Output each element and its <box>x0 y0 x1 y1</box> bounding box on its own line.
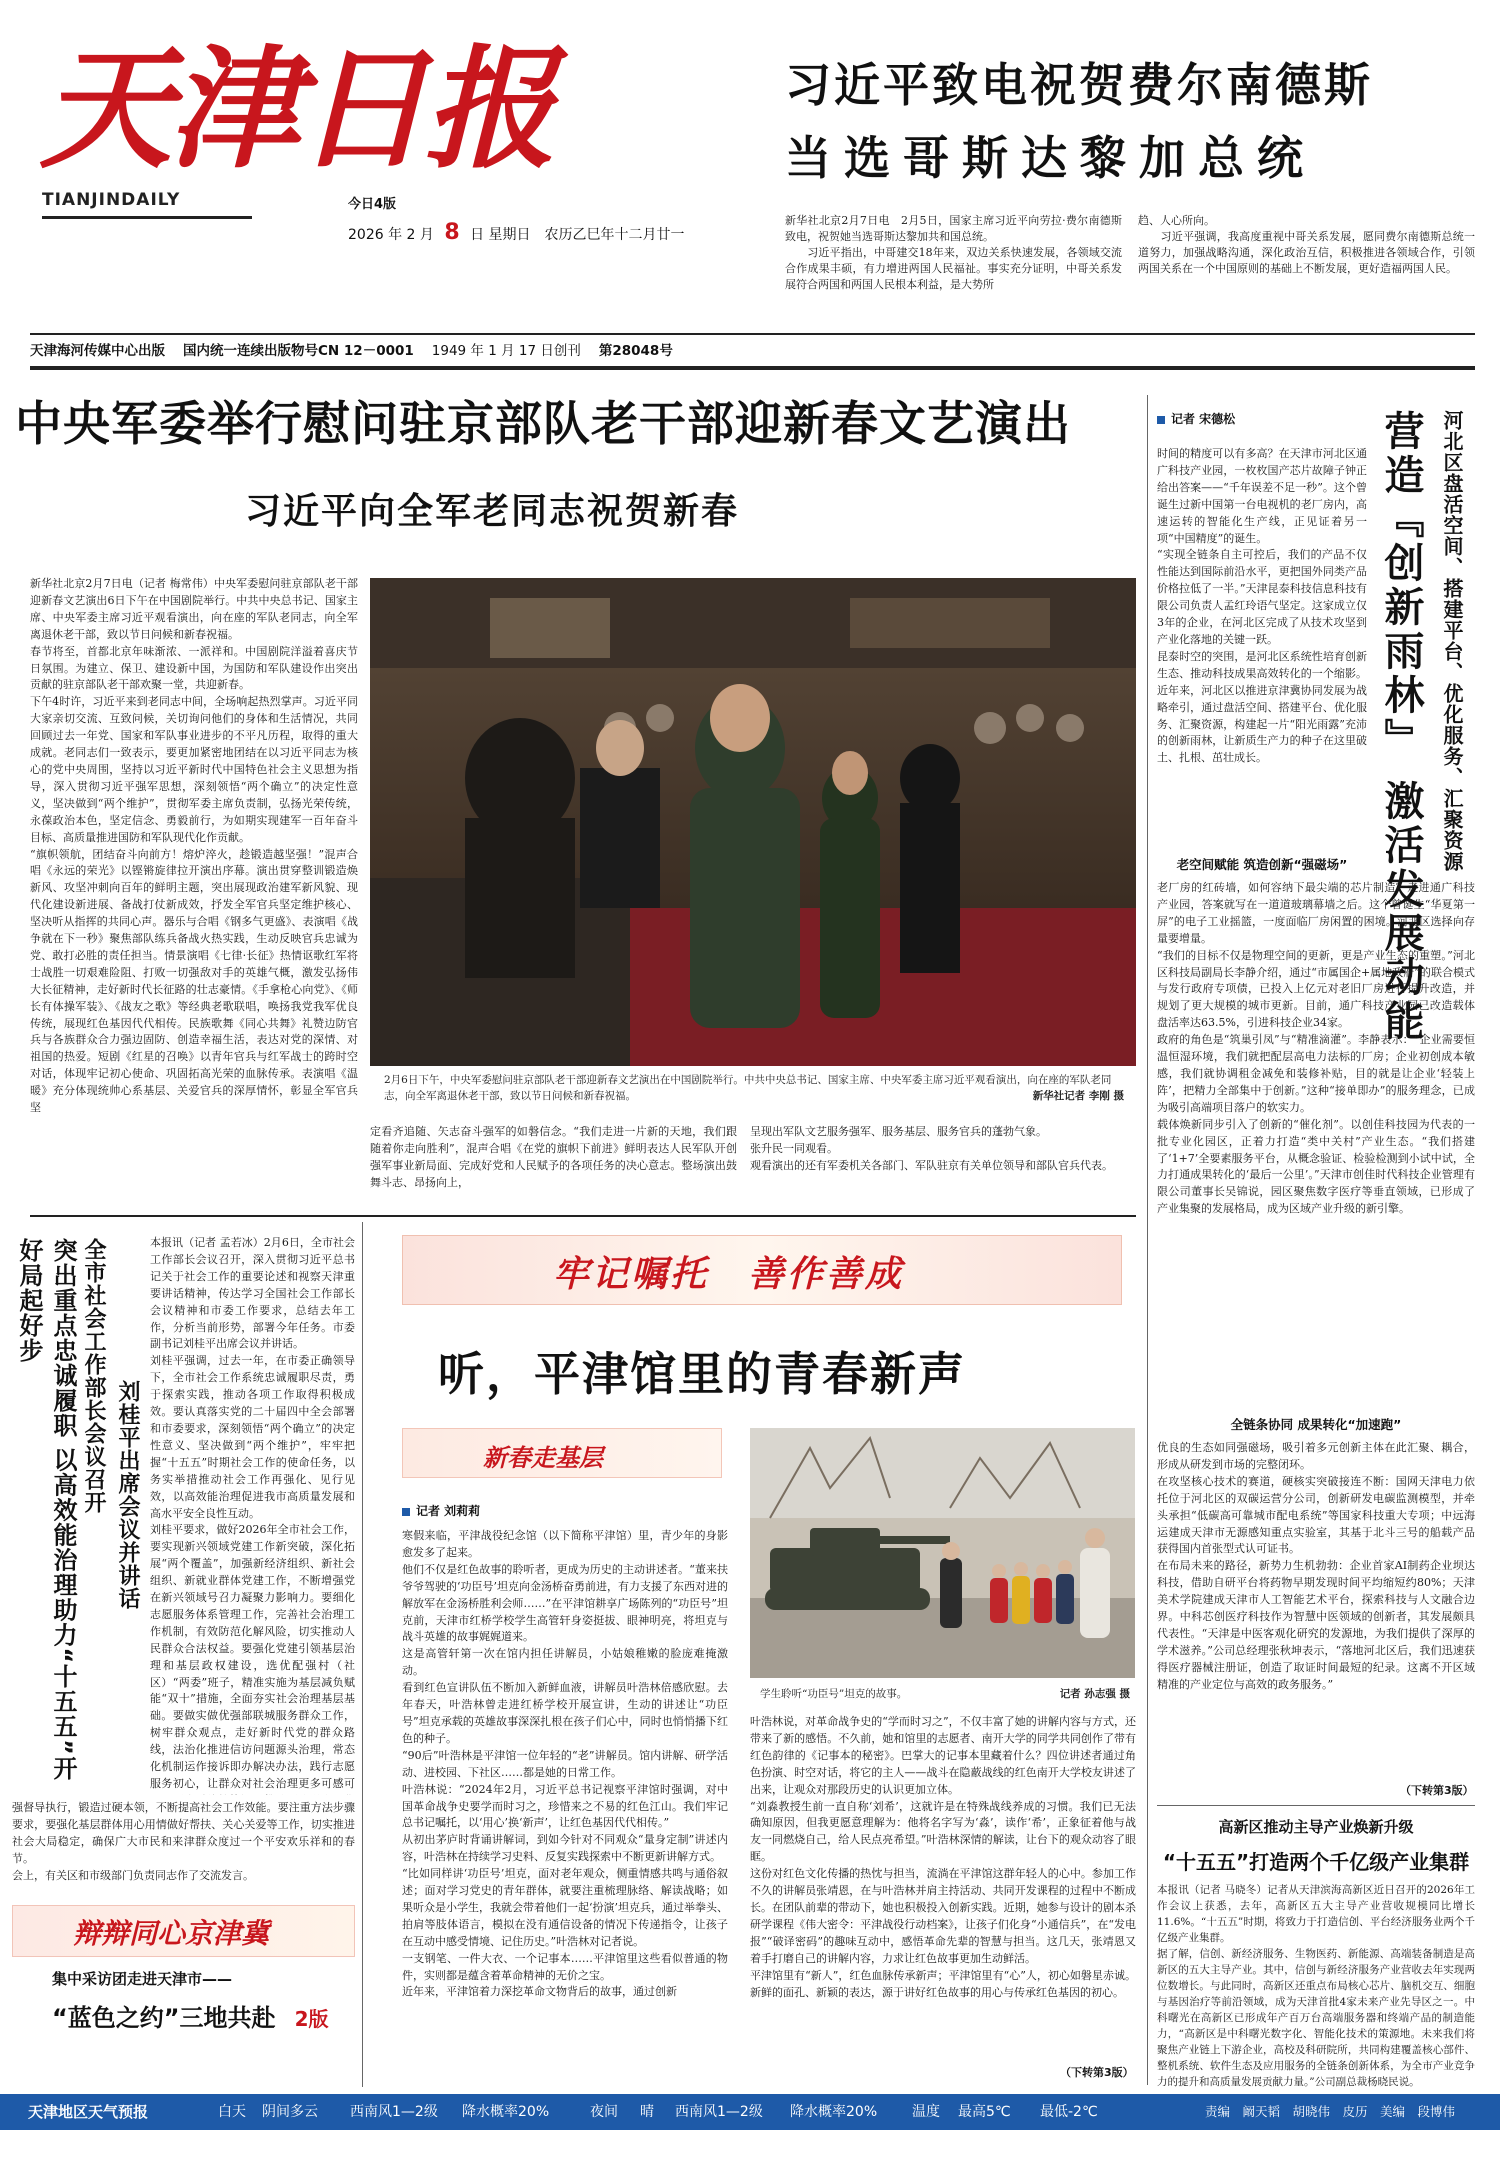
hightech-text: 本报讯（记者 马晓冬）记者从天津滨海高新区近日召开的2026年工作会议上获悉，去年，高新区五大主导产业营收规模同比增长11.6%。“十五五”时期，将致力于打造信创、平台经济服务业两个千亿级产业集群。 据了解，信创、新经济服务、生物医药、新能源、高端装备制造是高新区的五大主导产业。其中，信创与新经济服务产业营收去年实现两位数增长。与此同时，高新区还重点布局核心芯片、脑机交互、细胞与基因治疗等前沿领域，成为天津首批4家未来产业先导区之一。中科曙光在高新区已形成年产百万台高端服务器和终端产品的制造能力，“高新区是中科曙光数字化、智能化技术的策源地。未来我们将聚焦产业链上下游企业，高校及科研院所，共同构建覆盖核心部件、整机系统、软件生态及应用服务的全链条创新体系，为全市产业竞争力的提升和高质量发展贡献力量。”公司副总裁杨晓民说。 <box>1157 1884 1475 2088</box>
weather-night-cond: 晴 <box>640 2104 654 2120</box>
youth-tag <box>402 1428 722 1478</box>
founded: 1949 年 1 月 17 日创刊 <box>431 343 581 359</box>
weather-day-wind: 西南风1—2级 <box>350 2104 438 2120</box>
youth-photo-caption-text: 学生聆听“功臣号”坦克的故事。 <box>760 1688 908 1700</box>
youth-headline: 听，平津馆里的青春新声 <box>438 1347 966 1401</box>
divider-lead-bottom <box>30 1215 1136 1217</box>
youth-tag-text: 新春走基层 <box>483 1443 603 1472</box>
weather-day-cond: 阴间多云 <box>262 2104 318 2120</box>
promo-kicker: 集中采访团走进天津市—— <box>52 1970 233 1988</box>
lead-photo-caption <box>384 1072 1124 1108</box>
issue-number: 第28048号 <box>598 343 673 359</box>
pub-info-bar <box>30 339 1475 363</box>
weather-label: 天津地区天气预报 <box>28 2103 149 2121</box>
weather-temp-label: 温度 <box>912 2104 940 2120</box>
youth-banner <box>402 1235 1122 1305</box>
masthead <box>30 32 790 245</box>
youth-photo-credit: 记者 孙志强 摄 <box>1059 1688 1130 1700</box>
youth-photo <box>750 1428 1135 1678</box>
left-vertical-headline1: 全市社会工作部长会议召开 <box>81 1238 106 1514</box>
divider-pubinfo-top <box>30 333 1475 335</box>
lead-photo <box>370 578 1136 1066</box>
top-story-col1: 新华社北京2月7日电 2月5日，国家主席习近平向劳拉·费尔南德斯致电，祝贺她当选哥斯达黎加共和国总统。 习近平指出，中哥建交18年来，双边关系快速发展，各领域交流合作成果丰硕，有力增进两国人民福祉。事实充分证明，中哥关系发展符合两国和两国人民根本利益，是大势所 <box>785 214 1122 291</box>
weather-night-wind: 西南风1—2级 <box>675 2104 763 2120</box>
masthead-logo-en: TIANJINDAILY <box>42 190 181 210</box>
right-story-text2: 老厂房的红砖墙，如何容纳下最尖端的芯片制造？走进通广科技产业园，答案就写在一道道玻璃幕墙之后。这个曾诞生“华夏第一屏”的电子工业摇篮，一度面临厂房闲置的困境。河北区选择向存量要增量。 “我们的目标不仅是物理空间的更新，更是产业生态的重塑。”河北区科技局副局长李静介绍，通过“市属国企+属地政府”的联合模式与发行政府专项债，已投入上亿元对老旧厂房进行提升改造，并规划了更大规模的城市更新。目前，通广科技产业园已改造载体盘活率达63.5%，引进科技企业34家。 政府的角色是“筑巢引凤”与“精准滴灌”。李静表示：“企业需要恒温恒湿环境，我们就把配层高电力法标的厂房；企业初创成本敏感，我们就协调租金减免和装修补贴，目的就是让企业‘轻装上阵’，把精力全部集中于创新。”这种“接单即办”的服务理念，已成为吸引高端项目落户的软实力。 载体焕新同步引入了创新的“催化剂”。以创佳科技园为代表的一批专业化园区，正着力打造“类中关村”产业生态。“我们搭建了‘1+7’全要素服务平台，从概念验证、检验检测到小试中试，全力打通成果转化的‘最后一公里’。”天津市创佳时代科技企业管理有限公司董事长吴锦说，园区聚焦数字医疗等垂直领域，已形成了产业集聚的发展格局，成为区域产业升级的新引擎。 <box>1157 881 1475 1216</box>
left-story-text-bottom: 强督导执行，锻造过硬本领，不断提高社会工作效能。要注重方法步骤要求，要强化基层群体用心用情做好帮扶、关心关爱等工作，切实推进社会大局稳定，确保广大市民和来津群众度过一个平安欢乐祥和的春节。 会上，有关区和市级部门负责同志作了交流发言。 <box>12 1801 355 1882</box>
right-story-subhead1: 老空间赋能 筑造创新“强磁场” <box>1176 857 1348 872</box>
youth-byline: 记者 刘莉莉 <box>402 1502 480 1519</box>
masthead-logo: 天津日报 <box>40 32 552 187</box>
youth-photo-illustration <box>750 1428 1135 1678</box>
top-story-col2: 趋、人心所向。 习近平强调，我高度重视中哥关系发展，愿同费尔南德斯总统一道努力，加强战略沟通，深化政治互信，积极推进各领域合作，引领两国关系在一个中国原则的基础上不断发展，更好造福两国人民。 <box>1138 214 1475 275</box>
date-rest: 日 星期日 农历乙巳年十二月廿一 <box>470 227 685 243</box>
cn-number: 国内统一连续出版物号CN 12－0001 <box>183 343 414 359</box>
right-vertical-headline: 营造『创新雨林』 激活发展动能 <box>1378 410 1424 1044</box>
weather-night-label: 夜间 <box>590 2104 618 2120</box>
divider-left-column <box>362 1222 363 2087</box>
lead-story-col1: 新华社北京2月7日电（记者 梅常伟）中央军委慰问驻京部队老干部迎新春文艺演出6日下午在中国剧院举行。中共中央总书记、国家主席、中央军委主席习近平观看演出，向在座的军队老同志，向全军离退休老干部，致以节日问候和新春祝福。 春节将至，首都北京年味渐浓、一派祥和。中国剧院洋溢着喜庆节日氛围。为建立、保卫、建设新中国，为国防和军队建设作出突出贡献的驻京部队老干部欢聚一堂，共迎新春。 下午4时许，习近平来到老同志中间，全场响起热烈掌声。习近平同大家亲切交流、互致问候，关切询问他们的身体和生活情况，共同回顾过去一年党、国家和军队事业进步的不平凡历程，取得的重大成就。老同志们一致表示，要更加紧密地团结在以习近平同志为核心的党中央周围，坚持以习近平新时代中国特色社会主义思想为指导，深入贯彻习近平强军思想，深刻领悟“两个确立”的决定性意义，坚决做到“两个维护”，贯彻军委主席负责制，弘扬光荣传统，永葆政治本色，坚定信念、勇毅前行，为如期实现建军一百年奋斗目标、高质量推进国防和军队现代化作贡献。 “旗帜领航，团结奋斗向前方！熔炉淬火，趁锻造越坚强！”混声合唱《永远的荣光》以铿锵旋律拉开演出序幕。演出贯穿整训锻造焕新风、攻坚冲刺向百年的鲜明主题，突出展现政治建军新风貌、现代化建设新进展、备战打仗新成效，抒发全军官兵坚定维护核心、坚决听从指挥的共同心声。器乐与合唱《钢多气更盛》、表演唱《战争就在下一秒》聚焦部队练兵备战火热实践，生动反映官兵忠诚为党、敢打必胜的责任担当。情景演唱《七律·长征》热情讴歌红军将士战胜一切艰难险阻、打败一切强敌对手的英雄气概，激发弘扬伟大长征精神，走好新时代长征路的壮志豪情。《手拿枪心向党》、《师长有体操军装》、《战友之歌》等经典老歌联唱，唤扬我党我军优良传统，展现红色基因代代相传。民族歌舞《同心共舞》礼赞边防官兵与各族群众合力强边固防、创造幸福生活，表达对党的深情、对祖国的热爱。短剧《红星的召唤》以青年官兵与红军战士的跨时空对话，体现牢记初心使命、巩固拓高光荣的血脉传承。表演唱《温暖》充分体现统帅心系基层、关爱官兵的深厚情怀，彰显全军官兵坚 <box>30 577 358 1115</box>
weather-temp-low: 最低-2℃ <box>1040 2104 1098 2120</box>
left-vertical-headline2: 刘桂平出席会议并讲话 <box>115 1380 140 1610</box>
top-story-body <box>785 213 1475 307</box>
hightech-headline: “十五五”打造两个千亿级产业集群 <box>1162 1850 1470 1874</box>
weather-night-rain: 降水概率20% <box>790 2104 878 2120</box>
weather-footer <box>0 2094 1500 2130</box>
editors: 责编 阚天韬 胡晓伟 皮历 美编 段博伟 <box>1205 2104 1456 2119</box>
pages-today: 今日4版 <box>348 197 397 212</box>
divider-hightech-top <box>1157 1805 1475 1806</box>
masthead-logo-underline <box>42 216 252 219</box>
right-story-continued: （下转第3版） <box>1400 1784 1474 1797</box>
weather-temp-high: 最高5℃ <box>958 2104 1011 2120</box>
weather-day-rain: 降水概率20% <box>462 2104 550 2120</box>
right-story-text3: 优良的生态如同强磁场，吸引着多元创新主体在此汇聚、耦合，形成从研发到市场的完整闭环。 在攻坚核心技术的赛道，硬核实突破接连不断：国网天津电力依托位于河北区的双碳运营分公司，创新研发电碳监测模型，并牵头承担“低碳高可靠城市配电系统”等国家科技重大专项；中远海运建成天津市无源感知重点实验室，其基于北斗三号的船载产品获得国内首张型式认可证书。 在布局未来的路径，新势力生机勃勃：企业首家AI制药企业坝达科技，借助自研平台将药物早期发现时间平均缩短约80%；天津美术学院建成天津市人工智能艺术平台，探索科技与人文融合边界。中科芯创医疗科技作为智慧中医领域的创新者，其发展颇具代表性。“天津是中医客观化研究的发源地，为我们提供了深厚的学术滋养。”公司总经理张秋坤表示，“落地河北区后，我们迅速获得医疗器械注册证，创造了取证时间最短的纪录。这离不开区域精准的产业定位与高效的政务服务。” <box>1157 1441 1475 1691</box>
publisher: 天津海河传媒中心出版 <box>30 343 165 359</box>
divider-pubinfo-bottom <box>30 366 1475 370</box>
youth-col3: 叶浩林说，对革命战争史的“学而时习之”，不仅丰富了她的讲解内容与方式，还带来了新的感悟。不久前，她和馆里的志愿者、南开大学的同学共同创作了带有红色韵律的《记事本的秘密》。巴掌大的记事本里藏着什么？四位讲述者通过角色扮演、时空对话，将它的主人——战斗在隐蔽战线的红色南开大学校友讲述了出来，让观众对那段历史的认识更加立体。 “刘淼教授生前一直自称‘刘希’，这就许是在特殊战线养成的习惯。我们已无法确知原因，但我更愿意理解为：他将名字写为‘淼’，读作‘希’，正象征着他与战友一同燃烧自己，给人民点亮希望。”叶浩林深情的解读，让台下的观众动容了眼眶。 这份对红色文化传播的热忱与担当，流淌在平津馆这群年轻人的心中。参加工作不久的讲解员张靖恩，在与叶浩林并肩主持活动、共同开发课程的过程中不断成长。在团队前辈的带动下，她也积极投入创新实践。近期，她参与设计的剧本杀研学课程《伟大密令：平津战役行动档案》，让孩子们化身“小通信兵”，在“发电报”“破译密码”的趣味互动中，感悟革命先辈的智慧与担当。这几天，张靖恩又着手打磨自己的讲解内容，力求让红色故事更加生动鲜活。 平津馆里有“新人”，红色血脉传承新声；平津馆里有“心”人，初心如磐星赤诚。新鲜的面孔、新颖的表达，源于讲好红色故事的用心与传承红色基因的初心。 <box>750 1715 1136 1999</box>
date-day: 8 <box>444 220 460 245</box>
youth-photo-caption <box>760 1686 1130 1704</box>
lead-photo-credit: 新华社记者 李刚 摄 <box>1032 1090 1124 1102</box>
left-vertical-headline3: 突出重点忠诚履职 以高效能治理助力“十五五”开好局起好步 <box>15 1238 77 1781</box>
youth-col1: 寒假来临，平津战役纪念馆（以下简称平津馆）里，青少年的身影愈发多了起来。 他们不仅是红色故事的聆听者，更成为历史的主动讲述者。“董来扶爷爷驾驶的‘功臣号’坦克向金汤桥奋勇前进，有力支援了东西对进的解放军在金汤桥胜利会师……”在平津馆耕享广场陈列的“功臣号”坦克前，天津市红桥学校学生高管轩身姿挺拔、眼神明亮，将坦克与战斗英雄的故事娓娓道来。 这是高管轩第一次在馆内担任讲解员，小姑娘稚嫩的脸庞难掩激动。 看到红色宣讲队伍不断加入新鲜血液，讲解员叶浩林倍感欣慰。去年春天，叶浩林曾走进红桥学校开展宣讲，生动的讲述让“功臣号”坦克承载的英雄故事深深扎根在孩子们心中，同时也悄悄播下红色的种子。 “90后”叶浩林是平津馆一位年轻的“老”讲解员。馆内讲解、研学活动、进校园、下社区……都是她的日常工作。 叶浩林说：“2024年2月，习近平总书记视察平津馆时强调，对中国革命战争史要学而时习之，珍惜来之不易的红色江山。我们牢记总书记嘱托，以‘用心’换‘新声’，让红色基因代代相传。” 从初出茅庐时背诵讲解词，到如今针对不同观众“量身定制”讲述内容，叶浩林在持续学习史料、反复实践探索中不断更新讲解方式。 “比如同样讲‘功臣号’坦克，面对老年观众，侧重情感共鸣与通俗叙述；面对学习党史的青年群体，就要注重梳理脉络、解读战略；如果听众是小学生，我就会带着他们一起‘扮演’坦克兵，通过举拳头、拍肩等肢体语言，模拟在没有通信设备的情况下传递指令，让孩子在互动中感受情境、记住历史。”叶浩林对记者说。 一支钢笔、一件大衣、一个记事本……平津馆里这些看似普通的物件，实则都是蕴含着革命精神的无价之宝。 近年来，平津馆着力深挖革命文物背后的故事，通过创新 <box>402 1529 728 1999</box>
left-story-text: 本报讯（记者 孟若冰）2月6日，全市社会工作部长会议召开，深入贯彻习近平总书记关于社会工作的重要论述和视察天津重要讲话精神，传达学习全国社会工作部长会议精神和市委工作要求，总结去年工作，分析当前形势，部署今年任务。市委副书记刘桂平出席会议并讲话。 刘桂平强调，过去一年，在市委正确领导下，全市社会工作系统忠诚履职尽责，勇于探索实践，推动各项工作取得积极成效。要认真落实党的二十届四中全会部署和市委要求，深刻领悟“两个确立”的决定性意义、坚决做到“两个维护”，牢牢把握“十五五”时期社会工作的使命任务，以务实举措推动社会工作再强化、见行见效，以高效能治理促进我市高质量发展和高水平安全良性互动。 刘桂平要求，做好2026年全市社会工作，要实现新兴领域党建工作新突破，深化拓展“两个覆盖”，加强新经济组织、新社会组织、新就业群体党建工作，不断增强党在新兴领域号召力凝聚力影响力。要细化志愿服务体系管理工作，完善社会治理工作机制，有效防范化解风险，切实推动人民群众合法权益。要强化党建引领基层治理和基层政权建设，选优配强村（社区）“两委”班子，精准实施为基层减负赋能“双十”措施，全面夯实社会治理基层基础。要做实做优强部联城服务群众工作，树牢群众观点，走好新时代党的群众路线，法治化推进信访问题源头治理，常态化机制运作接诉即办解决办法，践行志愿服务初心，让群众对社会治理更多可感可 <box>150 1236 355 1790</box>
lead-story-col2: 定看齐追随、矢志奋斗强军的如磐信念。“我们走进一片新的天地，我们跟随着你走向胜利”，混声合唱《在党的旗帜下前进》鲜明表达人民军队开创强军事业新局面、完成好党和人民赋予的各项任务的决心意志。整场演出鼓舞斗志、昂扬向上， <box>370 1125 737 1189</box>
promo-page-ref[interactable]: 2版 <box>294 2007 329 2031</box>
lead-headline: 中央军委举行慰问驻京部队老干部迎新春文艺演出 <box>15 397 1071 452</box>
right-story-subhead2: 全链条协同 成果转化“加速跑” <box>1230 1417 1402 1432</box>
youth-banner-text: 牢记嘱托 善作善成 <box>553 1253 905 1295</box>
hightech-kicker: 高新区推动主导产业焕新升级 <box>1218 1818 1414 1836</box>
lead-photo-caption-text: 2月6日下午，中央军委慰问驻京部队老干部迎新春文艺演出在中国剧院举行。中共中央总书记、国家主席、中央军委主席习近平观看演出，向在座的军队老同志，向全军离退休老干部，致以节日问候和新春祝福。 <box>384 1074 1112 1102</box>
promo-banner-text: 辩辩同心京津冀 <box>73 1917 270 1950</box>
promo-headline: “蓝色之约”三地共赴 <box>52 2004 276 2032</box>
lead-subheadline: 习近平向全军老同志祝贺新春 <box>245 491 740 532</box>
promo-banner <box>12 1905 355 1957</box>
promo-headline-row <box>52 1998 329 2033</box>
weather-day-label: 白天 <box>218 2104 246 2120</box>
divider-right-column <box>1147 395 1148 2085</box>
lead-photo-illustration <box>370 578 1136 1066</box>
top-headline-line1: 习近平致电祝贺费尔南德斯 <box>785 58 1373 112</box>
right-story-text1: 时间的精度可以有多高？在天津市河北区通广科技产业园，一枚枚国产芯片故障子钟正给出答案——“千年误差不足一秒”。这个曾诞生过新中国第一台电视机的老厂房内，高速运转的智能化生产线，正见证着另一项“中国精度”的诞生。 “实现全链条自主可控后，我们的产品不仅性能达到国际前沿水平，更把国外同类产品价格拉低了一半。”天津昆泰科技信息科技有限公司负责人孟红玲语气坚定。这家成立仅3年的企业，在河北区完成了从技术攻坚到产业化落地的关键一跃。 昆泰时空的突围，是河北区系统性培育创新生态、推动科技成果高效转化的一个缩影。近年来，河北区以推进京津冀协同发展为战略牵引，通过盘活空间、搭建平台、优化服务、汇聚资源，构建起一片“阳光雨露”充沛的创新雨林，让新质生产力的种子在这里破土、扎根、茁壮成长。 <box>1157 447 1367 765</box>
date-year-month: 2026 年 2 月 <box>348 227 434 243</box>
youth-continued: （下转第3版） <box>1060 2066 1134 2079</box>
right-vertical-subheadline: 河北区盘活空间、搭建平台、优化服务、汇聚资源 <box>1440 410 1464 872</box>
top-headline-line2: 当选哥斯达黎加总统 <box>785 131 1316 185</box>
issue-date <box>348 220 685 245</box>
lead-story-col3: 呈现出军队文艺服务强军、服务基层、服务官兵的蓬勃气象。 张升民一同观看。 观看演出的还有军委机关各部门、军队驻京有关单位领导和部队官兵代表。 <box>750 1125 1113 1172</box>
right-story-byline: 记者 宋德松 <box>1157 410 1235 427</box>
